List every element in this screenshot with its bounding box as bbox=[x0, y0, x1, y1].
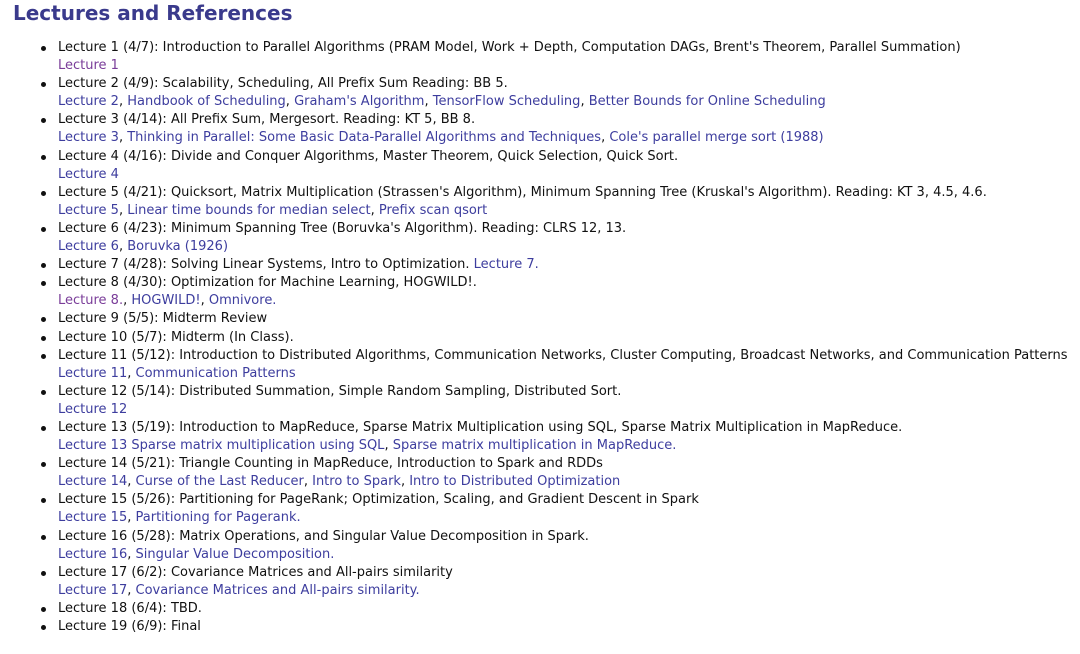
lecture-links bbox=[58, 401, 1080, 419]
lecture-description bbox=[58, 111, 1080, 129]
lecture-description bbox=[58, 39, 1080, 57]
lecture-text: Lecture 6 (4/23): Minimum Spanning Tree (Boruvka's Algorithm). Reading: CLRS 12, 13. bbox=[58, 220, 627, 236]
lecture-description bbox=[58, 184, 1080, 202]
reference-link[interactable]: Intro to Spark bbox=[312, 474, 401, 490]
reference-link[interactable]: Curse of the Last Reducer bbox=[135, 474, 304, 490]
reference-link[interactable]: Lecture 14 bbox=[58, 474, 128, 490]
lecture-item bbox=[0, 329, 1080, 347]
reference-link[interactable]: TensorFlow Scheduling bbox=[432, 94, 581, 110]
reference-link[interactable]: Lecture 11 bbox=[58, 365, 128, 381]
lecture-links bbox=[58, 57, 1080, 75]
reference-link[interactable]: Lecture 6 bbox=[58, 239, 119, 255]
lecture-text: Lecture 4 (4/16): Divide and Conquer Algorithms, Master Theorem, Quick Selection, Quick Sort. bbox=[58, 148, 679, 164]
lecture-item bbox=[0, 347, 1080, 383]
lecture-links: Lecture 13 Sparse matrix multiplication using SQL, Sparse matrix multiplication in MapReduce. bbox=[58, 438, 677, 454]
lecture-text: Lecture 7 (4/28): Solving Linear Systems, Intro to Optimization. bbox=[58, 257, 470, 273]
reference-link[interactable]: Lecture 15 bbox=[58, 510, 128, 526]
lecture-item bbox=[0, 455, 1080, 491]
lecture-text: Lecture 15 (5/26): Partitioning for PageRank; Optimization, Scaling, and Gradient Descent in Spark bbox=[58, 492, 699, 508]
lecture-item bbox=[0, 148, 1080, 184]
lecture-item bbox=[0, 256, 1080, 274]
lecture-text: Lecture 8 (4/30): Optimization for Machine Learning, HOGWILD!. bbox=[58, 275, 477, 291]
lecture-description bbox=[58, 329, 1080, 347]
lecture-text: Lecture 9 (5/5): Midterm Review bbox=[58, 311, 268, 327]
reference-link[interactable]: Lecture 17 bbox=[58, 582, 128, 598]
lecture-links: Lecture 5, Linear time bounds for median select, Prefix scan qsort bbox=[58, 202, 488, 218]
lecture-item bbox=[0, 184, 1080, 220]
reference-link[interactable]: Handbook of Scheduling bbox=[127, 94, 286, 110]
reference-link[interactable]: Intro to Distributed Optimization bbox=[409, 474, 621, 490]
lecture-item bbox=[0, 564, 1080, 600]
lecture-text: Lecture 19 (6/9): Final bbox=[58, 619, 201, 634]
lecture-item bbox=[0, 383, 1080, 419]
lecture-links: Lecture 11, Communication Patterns bbox=[58, 365, 296, 381]
lecture-links: Lecture 14, Curse of the Last Reducer, Intro to Spark, Intro to Distributed Optimization bbox=[58, 474, 621, 490]
lecture-description bbox=[58, 419, 1080, 437]
reference-link[interactable]: Partitioning for Pagerank. bbox=[135, 510, 301, 526]
reference-link[interactable]: Lecture 2 bbox=[58, 94, 119, 110]
lecture-item bbox=[0, 111, 1080, 147]
page-title: Lectures and References bbox=[13, 1, 293, 25]
lecture-description bbox=[58, 618, 1080, 636]
reference-link[interactable]: Sparse matrix multiplication in MapReduce. bbox=[392, 438, 677, 454]
reference-link[interactable]: Singular Value Decomposition. bbox=[135, 546, 335, 562]
lecture-item bbox=[0, 528, 1080, 564]
lecture-links bbox=[58, 166, 1080, 184]
lecture-description bbox=[58, 75, 1080, 93]
lecture-text: Lecture 5 (4/21): Quicksort, Matrix Multiplication (Strassen's Algorithm), Minimum Spanning Tree (Kruskal's Algorithm). Reading: KT 3, 4.5, 4.6. bbox=[58, 184, 987, 200]
reference-link[interactable]: Lecture 1 bbox=[58, 58, 119, 74]
reference-link[interactable]: HOGWILD! bbox=[131, 293, 201, 309]
lecture-description bbox=[58, 600, 1080, 618]
reference-link[interactable]: Communication Patterns bbox=[135, 365, 296, 381]
lecture-text: Lecture 2 (4/9): Scalability, Scheduling, All Prefix Sum Reading: BB 5. bbox=[58, 76, 508, 92]
lecture-description bbox=[58, 274, 1080, 292]
reference-link[interactable]: Linear time bounds for median select bbox=[127, 202, 371, 218]
reference-link[interactable]: Covariance Matrices and All-pairs similarity. bbox=[135, 582, 420, 598]
lecture-text: Lecture 13 (5/19): Introduction to MapReduce, Sparse Matrix Multiplication using SQL, Sparse Matrix Multiplication in MapReduce. bbox=[58, 419, 903, 435]
lecture-links: Lecture 2, Handbook of Scheduling, Graham's Algorithm, TensorFlow Scheduling, Better Bounds for Online Scheduling bbox=[58, 94, 826, 110]
lecture-description bbox=[58, 564, 1080, 582]
reference-link[interactable]: Lecture 16 bbox=[58, 546, 128, 562]
reference-link[interactable]: Lecture 12 bbox=[58, 401, 128, 417]
lecture-text: Lecture 14 (5/21): Triangle Counting in MapReduce, Introduction to Spark and RDDs bbox=[58, 456, 603, 472]
lecture-description bbox=[58, 148, 1080, 166]
lecture-item bbox=[0, 618, 1080, 636]
lecture-links: Lecture 15, Partitioning for Pagerank. bbox=[58, 510, 301, 526]
lecture-list bbox=[0, 39, 1080, 636]
lecture-description bbox=[58, 491, 1080, 509]
reference-link[interactable]: Sparse matrix multiplication using SQL bbox=[131, 438, 385, 454]
lecture-links: Lecture 3, Thinking in Parallel: Some Basic Data-Parallel Algorithms and Techniques, Cole's parallel merge sort (1988) bbox=[58, 130, 824, 146]
reference-link[interactable]: Prefix scan qsort bbox=[378, 202, 488, 218]
lecture-text: Lecture 17 (6/2): Covariance Matrices and All-pairs similarity bbox=[58, 564, 453, 580]
lecture-item bbox=[0, 75, 1080, 111]
reference-link[interactable]: Lecture 8. bbox=[58, 293, 124, 309]
reference-link[interactable]: Lecture 13 bbox=[58, 438, 128, 454]
lecture-link[interactable]: Lecture 7. bbox=[473, 257, 539, 273]
lecture-item bbox=[0, 600, 1080, 618]
lecture-text: Lecture 16 (5/28): Matrix Operations, and Singular Value Decomposition in Spark. bbox=[58, 528, 589, 544]
reference-link[interactable]: Omnivore. bbox=[208, 293, 277, 309]
reference-link[interactable]: Lecture 5 bbox=[58, 202, 119, 218]
reference-link[interactable]: Thinking in Parallel: Some Basic Data-Parallel Algorithms and Techniques bbox=[127, 130, 602, 146]
lecture-text: Lecture 10 (5/7): Midterm (In Class). bbox=[58, 329, 294, 345]
lecture-description bbox=[58, 528, 1080, 546]
reference-link[interactable]: Lecture 4 bbox=[58, 166, 119, 182]
lecture-description bbox=[58, 220, 1080, 238]
lecture-links: Lecture 6, Boruvka (1926) bbox=[58, 239, 229, 255]
lecture-description bbox=[58, 383, 1080, 401]
lecture-item bbox=[0, 491, 1080, 527]
reference-link[interactable]: Better Bounds for Online Scheduling bbox=[588, 94, 826, 110]
lecture-links: Lecture 17, Covariance Matrices and All-pairs similarity. bbox=[58, 582, 420, 598]
lecture-item bbox=[0, 39, 1080, 75]
lecture-item bbox=[0, 274, 1080, 310]
reference-link[interactable]: Boruvka (1926) bbox=[127, 239, 229, 255]
lecture-text: Lecture 12 (5/14): Distributed Summation, Simple Random Sampling, Distributed Sort. bbox=[58, 383, 622, 399]
lecture-links: Lecture 8., HOGWILD!, Omnivore. bbox=[58, 293, 277, 309]
lecture-links: Lecture 16, Singular Value Decomposition. bbox=[58, 546, 335, 562]
lecture-description bbox=[58, 347, 1080, 365]
lecture-description bbox=[58, 256, 1080, 274]
reference-link[interactable]: Graham's Algorithm bbox=[294, 94, 425, 110]
lecture-description bbox=[58, 310, 1080, 328]
lecture-text: Lecture 1 (4/7): Introduction to Parallel Algorithms (PRAM Model, Work + Depth, Computation DAGs, Brent's Theorem, Parallel Summation) bbox=[58, 40, 961, 55]
lecture-item bbox=[0, 419, 1080, 455]
reference-link[interactable]: Lecture 3 bbox=[58, 130, 119, 146]
lecture-item bbox=[0, 220, 1080, 256]
lecture-description bbox=[58, 455, 1080, 473]
reference-link[interactable]: Cole's parallel merge sort (1988) bbox=[609, 130, 824, 146]
lecture-text: Lecture 3 (4/14): All Prefix Sum, Mergesort. Reading: KT 5, BB 8. bbox=[58, 112, 476, 128]
lecture-text: Lecture 11 (5/12): Introduction to Distributed Algorithms, Communication Networks, Cluster Computing, Broadcast Networks, and Communication Patterns bbox=[58, 347, 1068, 363]
lecture-text: Lecture 18 (6/4): TBD. bbox=[58, 600, 202, 616]
lecture-item bbox=[0, 310, 1080, 328]
